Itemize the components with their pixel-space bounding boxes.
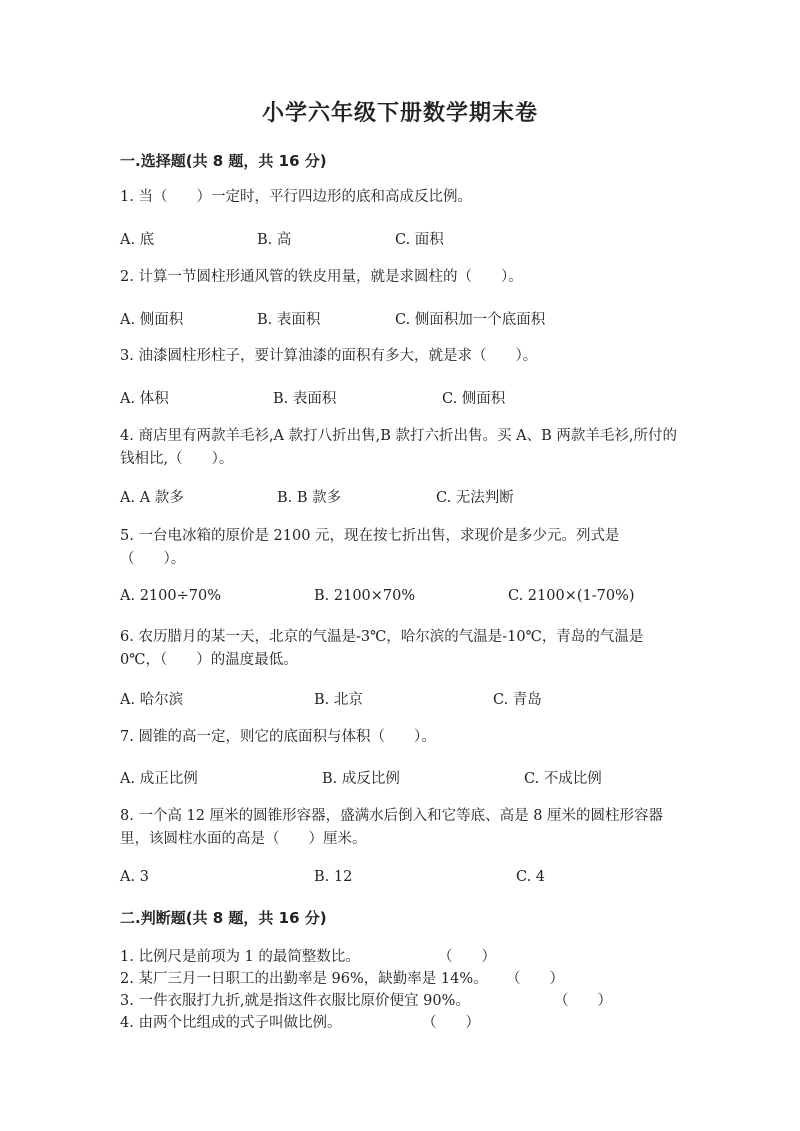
question-6: 6. 农历腊月的某一天，北京的气温是-3℃，哈尔滨的气温是-10℃，青岛的气温是 0℃，（ ）的温度最低。 xyxy=(120,629,644,668)
option-c: C. 面积 xyxy=(395,232,444,248)
option-a: A. 3 xyxy=(120,869,149,885)
options-q2 xyxy=(120,308,680,332)
option-c: C. 侧面积加一个底面积 xyxy=(395,312,546,328)
section-heading-choice: 一.选择题(共 8 题，共 16 分) xyxy=(120,152,327,170)
options-q6 xyxy=(120,688,680,712)
question-8: 8. 一个高 12 厘米的圆锥形容器，盛满水后倒入和它等底、高是 8 厘米的圆柱形容器里，该圆柱水面的高是（ ）厘米。 xyxy=(120,808,664,847)
answer-blank: （ ） xyxy=(554,993,612,1009)
judgement-item-3 xyxy=(120,989,612,1010)
option-c: C. 侧面积 xyxy=(442,391,506,407)
question-5: 5. 一台电冰箱的原价是 2100 元，现在按七折出售，求现价是多少元。列式是（ ）。 xyxy=(120,528,620,567)
judgement-item-2 xyxy=(120,967,564,988)
option-b: B. 成反比例 xyxy=(322,771,400,787)
judgement-text: 3. 一件衣服打九折,就是指这件衣服比原价便宜 90%。 xyxy=(120,993,470,1009)
options-q8 xyxy=(120,869,680,893)
question-2: 2. 计算一节圆柱形通风管的铁皮用量，就是求圆柱的（ ）。 xyxy=(120,269,523,285)
question-4: 4. 商店里有两款羊毛衫,A 款打八折出售,B 款打六折出售。买 A、B 两款羊毛衫,所付的钱相比,（ ）。 xyxy=(120,428,677,467)
answer-blank: （ ） xyxy=(422,1015,480,1031)
judgement-text: 4. 由两个比组成的式子叫做比例。 xyxy=(120,1015,342,1031)
option-b: B. B 款多 xyxy=(277,490,342,506)
options-q7 xyxy=(120,767,680,791)
question-7: 7. 圆锥的高一定，则它的底面积与体积（ ）。 xyxy=(120,729,436,745)
option-a: A. 2100÷70% xyxy=(120,588,221,604)
option-a: A. 体积 xyxy=(120,391,169,407)
option-a: A. 成正比例 xyxy=(120,771,198,787)
judgement-item-4 xyxy=(120,1011,480,1032)
option-c: C. 4 xyxy=(516,869,546,885)
option-c: C. 不成比例 xyxy=(524,771,602,787)
options-q4 xyxy=(120,486,680,510)
option-c: C. 青岛 xyxy=(493,692,542,708)
option-b: B. 表面积 xyxy=(257,312,321,328)
option-c: C. 2100×(1-70%) xyxy=(508,588,635,604)
option-b: B. 表面积 xyxy=(273,391,337,407)
option-a: A. A 款多 xyxy=(120,490,184,506)
page-title: 小学六年级下册数学期末卷 xyxy=(261,101,538,126)
option-a: A. 哈尔滨 xyxy=(120,692,184,708)
option-b: B. 高 xyxy=(257,232,292,248)
option-a: A. 侧面积 xyxy=(120,312,184,328)
option-c: C. 无法判断 xyxy=(436,490,514,506)
judgement-item-1 xyxy=(120,945,496,966)
section-heading-judgement: 二.判断题(共 8 题，共 16 分) xyxy=(120,909,327,927)
question-3: 3. 油漆圆柱形柱子，要计算油漆的面积有多大，就是求（ ）。 xyxy=(120,348,538,364)
judgement-text: 2. 某厂三月一日职工的出勤率是 96%，缺勤率是 14%。 xyxy=(120,971,488,987)
options-q1 xyxy=(120,228,680,252)
options-q5 xyxy=(120,588,680,612)
question-1: 1. 当（ ）一定时，平行四边形的底和高成反比例。 xyxy=(120,189,472,205)
answer-blank: （ ） xyxy=(506,971,564,987)
judgement-text: 1. 比例尺是前项为 1 的最简整数比。 xyxy=(120,949,360,965)
option-b: B. 2100×70% xyxy=(314,588,416,604)
answer-blank: （ ） xyxy=(438,949,496,965)
option-b: B. 12 xyxy=(314,869,353,885)
option-b: B. 北京 xyxy=(314,692,363,708)
options-q3 xyxy=(120,387,680,411)
option-a: A. 底 xyxy=(120,232,155,248)
